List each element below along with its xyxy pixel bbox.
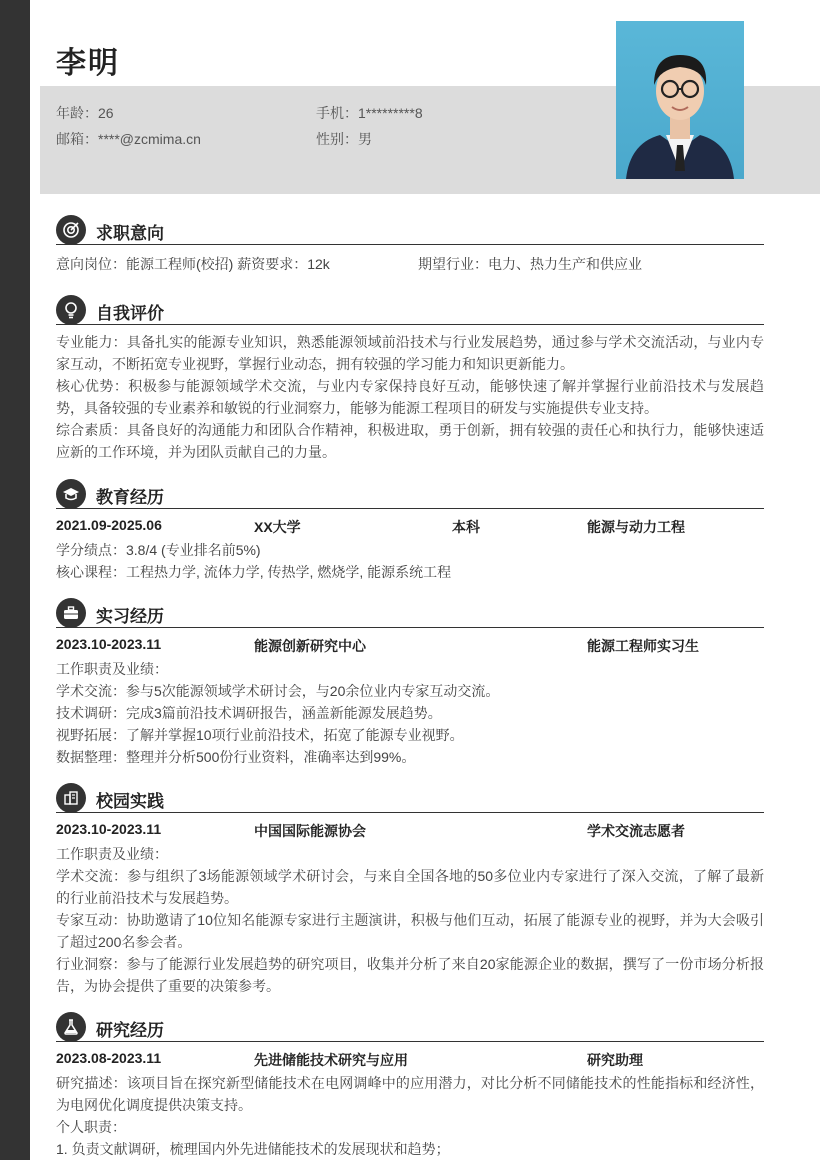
section-title: 教育经历 bbox=[96, 488, 164, 507]
graduation-cap-icon bbox=[56, 479, 86, 509]
candidate-name: 李明 bbox=[56, 47, 120, 80]
research-role: 研究助理 bbox=[587, 1052, 643, 1068]
section-title: 校园实践 bbox=[96, 792, 164, 811]
left-dark-bar bbox=[0, 0, 30, 1160]
intern-line: 视野拓展：了解并掌握10项行业前沿技术，拓宽了能源专业视野。 bbox=[56, 727, 464, 743]
edu-period: 2021.09-2025.06 bbox=[56, 517, 162, 533]
section-education bbox=[56, 478, 764, 583]
research-line: 个人职责： bbox=[56, 1119, 126, 1135]
campus-line: 学术交流：参与组织了3场能源领域学术研讨会，与来自全国各地的50多位业内专家进行了深入交流，了解了最新的行业前沿技术与发展趋势。 bbox=[56, 868, 764, 906]
intern-line: 学术交流：参与5次能源领域学术研讨会，与20余位业内专家互动交流。 bbox=[56, 683, 500, 699]
campus-role: 学术交流志愿者 bbox=[587, 823, 685, 839]
intent-position: 意向岗位：能源工程师(校招) 薪资要求：12k bbox=[56, 256, 330, 272]
section-title: 自我评价 bbox=[96, 304, 164, 323]
research-line: 研究描述：该项目旨在探究新型储能技术在电网调峰中的应用潜力，对比分析不同储能技术的性能指标和经济性，为电网优化调度提供决策支持。 bbox=[56, 1075, 764, 1113]
research-project: 先进储能技术研究与应用 bbox=[254, 1052, 408, 1068]
briefcase-icon bbox=[56, 598, 86, 628]
phone: 手机：1*********8 bbox=[316, 105, 423, 121]
profile-photo bbox=[616, 21, 744, 179]
bulb-icon bbox=[56, 295, 86, 325]
edu-degree: 本科 bbox=[452, 519, 480, 535]
intern-line: 技术调研：完成3篇前沿技术调研报告，涵盖新能源发展趋势。 bbox=[56, 705, 442, 721]
section-research bbox=[56, 1011, 764, 1160]
intern-period: 2023.10-2023.11 bbox=[56, 636, 162, 652]
self-eval-paragraph: 综合素质：具备良好的沟通能力和团队合作精神，积极进取，勇于创新，拥有较强的责任心和执行力，能够快速适应新的工作环境，并为团队贡献自己的力量。 bbox=[56, 422, 764, 460]
edu-line: 核心课程：工程热力学, 流体力学, 传热学, 燃烧学, 能源系统工程 bbox=[56, 564, 452, 580]
age: 年龄：26 bbox=[56, 105, 114, 121]
gender: 性别：男 bbox=[316, 131, 372, 147]
research-period: 2023.08-2023.11 bbox=[56, 1050, 162, 1066]
section-internship bbox=[56, 597, 764, 768]
campus-line: 行业洞察：参与了能源行业发展趋势的研究项目，收集并分析了来自20家能源企业的数据，撰写了一份市场分析报告，为协会提供了重要的决策参考。 bbox=[56, 956, 764, 994]
section-self-evaluation bbox=[56, 294, 764, 463]
campus-line: 工作职责及业绩： bbox=[56, 846, 168, 862]
intern-role: 能源工程师实习生 bbox=[587, 638, 699, 654]
research-line: 1. 负责文献调研，梳理国内外先进储能技术的发展现状和趋势； bbox=[56, 1141, 450, 1157]
campus-period: 2023.10-2023.11 bbox=[56, 821, 162, 837]
edu-school: XX大学 bbox=[254, 519, 301, 535]
intern-org: 能源创新研究中心 bbox=[254, 638, 366, 654]
intern-line: 数据整理：整理并分析500份行业资料，准确率达到99%。 bbox=[56, 749, 416, 765]
campus-org: 中国国际能源协会 bbox=[254, 823, 366, 839]
section-title: 研究经历 bbox=[96, 1021, 164, 1040]
edu-major: 能源与动力工程 bbox=[587, 519, 685, 535]
target-icon bbox=[56, 215, 86, 245]
section-campus-practice bbox=[56, 782, 764, 997]
section-job-intent bbox=[56, 214, 764, 277]
building-icon bbox=[56, 783, 86, 813]
campus-line: 专家互动：协助邀请了10位知名能源专家进行主题演讲，积极与他们互动，拓展了能源专业的视野，并为大会吸引了超过200名参会者。 bbox=[56, 912, 764, 950]
intern-line: 工作职责及业绩： bbox=[56, 661, 168, 677]
intent-industry: 期望行业：电力、热力生产和供应业 bbox=[418, 256, 642, 272]
self-eval-paragraph: 专业能力：具备扎实的能源专业知识，熟悉能源领域前沿技术与行业发展趋势，通过参与学术交流活动，与业内专家互动，不断拓宽专业视野，掌握行业动态，拥有较强的学习能力和知识更新能力。 bbox=[56, 334, 764, 372]
section-title: 求职意向 bbox=[96, 224, 164, 243]
self-eval-paragraph: 核心优势：积极参与能源领域学术交流，与业内专家保持良好互动，能够快速了解并掌握行业前沿技术与发展趋势，具备较强的专业素养和敏锐的行业洞察力，能够为能源工程项目的研发与实施提供专业支持。 bbox=[56, 378, 764, 416]
email: 邮箱：****@zcmima.cn bbox=[56, 131, 201, 147]
flask-icon bbox=[56, 1012, 86, 1042]
edu-line: 学分绩点：3.8/4 (专业排名前5%) bbox=[56, 542, 261, 558]
section-title: 实习经历 bbox=[96, 607, 164, 626]
